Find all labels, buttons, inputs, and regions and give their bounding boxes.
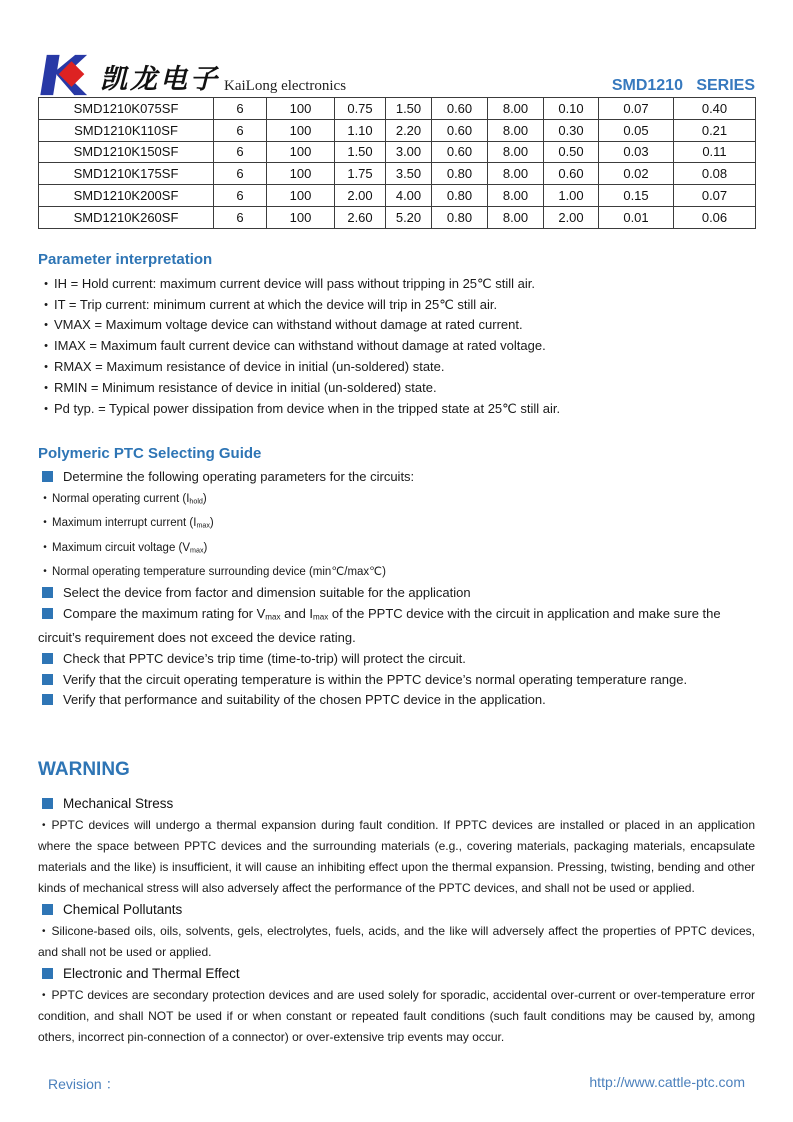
square-bullet-icon xyxy=(42,904,53,915)
company-name-english: KaiLong electronics xyxy=(224,78,347,94)
param-item-text: RMAX = Maximum resistance of device in initial (un-soldered) state. xyxy=(54,358,445,374)
dot-bullet-icon: • xyxy=(43,493,47,505)
param-item xyxy=(38,378,755,399)
guide-item-text: Check that PPTC device’s trip time (time-to-trip) will protect the circuit. xyxy=(63,650,466,666)
section-warning xyxy=(38,759,755,1048)
dot-bullet-icon: • xyxy=(42,820,46,832)
dot-bullet-icon: • xyxy=(44,402,48,415)
dot-bullet-icon: • xyxy=(44,277,48,290)
table-row: SMD1210K150SF 6 100 1.50 3.00 0.60 8.00 0.50 0.03 0.11 xyxy=(39,141,756,163)
square-bullet-icon xyxy=(42,674,53,685)
guide-item xyxy=(38,604,755,649)
warning-subheading xyxy=(38,963,755,985)
table-row: SMD1210K075SF 6 100 0.75 1.50 0.60 8.00 0.10 0.07 0.40 xyxy=(39,98,756,120)
guide-item-text: Maximum interrupt current $(I_{max})$ xyxy=(52,517,214,530)
square-bullet-icon xyxy=(42,694,53,705)
guide-sub-item xyxy=(38,537,755,561)
warning-paragraph-text: PPTC devices will undergo a thermal expansion during fault condition. If PPTC devices are installed or placed in an application where the space between PPTC devices and the surrounding materials (e.g., covering materials, packaging materials, encapsulate materials and the like) is insufficient, it will cause an inhibiting effect upon the thermal expansion. Pressing, twisting, bending and other kinds of mechanical stress will also adversely affect the performance of the PPTC devices, and shall not be used or applied. xyxy=(38,818,755,896)
warning-subheading xyxy=(38,899,755,921)
param-item xyxy=(38,336,755,357)
table-row: SMD1210K200SF 6 100 2.00 4.00 0.80 8.00 1.00 0.15 0.07 xyxy=(39,185,756,207)
param-item-text: IH = Hold current: maximum current device will pass without tripping in 25℃ still air. xyxy=(54,275,535,291)
dot-bullet-icon: • xyxy=(44,319,48,332)
website-link[interactable]: http://www.cattle-ptc.com xyxy=(589,1074,745,1091)
square-bullet-icon xyxy=(42,653,53,664)
square-bullet-icon xyxy=(42,471,53,482)
param-item xyxy=(38,295,755,316)
section-title: Parameter interpretation xyxy=(38,250,213,268)
guide-item xyxy=(38,583,755,604)
guide-item-text: Verify that the circuit operating temperature is within the PPTC device’s normal operating temperature range. xyxy=(63,671,688,687)
guide-item-text: Compare the maximum rating for $V_{max}$ and $I_{max}$ of the PPTC device with the circuit in application and make sure the circuit’s requirement does not exceed the device rating. xyxy=(38,605,721,646)
guide-sub-item xyxy=(38,512,755,536)
guide-item-text: Determine the following operating parameters for the circuits: xyxy=(63,469,415,485)
guide-sub-item xyxy=(38,488,755,512)
square-bullet-icon xyxy=(42,798,53,809)
warning-paragraph xyxy=(38,985,755,1048)
square-bullet-icon xyxy=(42,608,53,619)
table-row: SMD1210K260SF 6 100 2.60 5.20 0.80 8.00 2.00 0.01 0.06 xyxy=(39,206,756,228)
param-item xyxy=(38,357,755,378)
dot-bullet-icon: • xyxy=(43,541,47,553)
warning-paragraph xyxy=(38,815,755,899)
param-item-text: RMIN = Minimum resistance of device in initial (un-soldered) state. xyxy=(54,379,437,395)
part-number-cell: SMD1210K110SF xyxy=(39,119,214,141)
part-number-cell: SMD1210K200SF xyxy=(39,185,214,207)
kailong-logo-icon xyxy=(38,53,94,97)
dot-bullet-icon: • xyxy=(42,990,46,1002)
param-item-text: IT = Trip current: minimum current at which the device will trip in 25℃ still air. xyxy=(54,296,498,312)
series-title: SMD1210 SERIES xyxy=(611,77,755,94)
dot-bullet-icon: • xyxy=(43,517,47,529)
guide-sub-item xyxy=(38,561,755,583)
param-item xyxy=(38,274,755,295)
guide-item xyxy=(38,467,755,488)
warning-title: WARNING xyxy=(38,759,130,781)
dot-bullet-icon: • xyxy=(42,926,46,938)
guide-item-text: Maximum circuit voltage $(V_{max})$ xyxy=(52,541,208,554)
table-row: SMD1210K110SF 6 100 1.10 2.20 0.60 8.00 0.30 0.05 0.21 xyxy=(39,119,756,141)
guide-item-text: Select the device from factor and dimension suitable for the application xyxy=(63,585,471,600)
warning-paragraph xyxy=(38,921,755,963)
company-logo xyxy=(38,53,346,97)
company-name-chinese: 凯龙电子 xyxy=(100,64,220,94)
param-item xyxy=(38,399,755,420)
part-number-cell: SMD1210K175SF xyxy=(39,163,214,185)
section-title: Polymeric PTC Selecting Guide xyxy=(38,445,262,463)
param-item xyxy=(38,315,755,336)
dot-bullet-icon: • xyxy=(44,381,48,394)
dot-bullet-icon: • xyxy=(43,566,47,577)
warning-subheading-text: Chemical Pollutants xyxy=(63,902,183,918)
guide-item-text: Normal operating temperature surrounding device (min℃/max℃) xyxy=(52,566,386,578)
part-number-cell: SMD1210K150SF xyxy=(39,141,214,163)
dot-bullet-icon: • xyxy=(44,298,48,311)
square-bullet-icon xyxy=(42,587,53,598)
part-number-cell: SMD1210K075SF xyxy=(39,98,214,120)
square-bullet-icon xyxy=(42,968,53,979)
guide-item xyxy=(38,690,755,711)
warning-subheading-text: Mechanical Stress xyxy=(63,796,174,812)
spec-table xyxy=(38,97,756,229)
guide-item xyxy=(38,670,755,691)
param-item-text: VMAX = Maximum voltage device can withstand without damage at rated current. xyxy=(54,317,523,333)
section-parameter-interpretation xyxy=(38,251,755,420)
warning-paragraph-text: PPTC devices are secondary protection devices and are used solely for sporadic, accidental over-current or over-temperature error condition, and shall NOT be used if or when constant or repeated fault conditions (such fault conditions may be caused by, among others, incorrect pin-connection of a connector) or over-extensive trip events may occur. xyxy=(38,988,755,1045)
dot-bullet-icon: • xyxy=(44,340,48,353)
warning-subheading xyxy=(38,793,755,815)
section-selecting-guide xyxy=(38,445,755,711)
page-footer xyxy=(38,1074,755,1094)
guide-item-text: Verify that performance and suitability of the chosen PPTC device in the application. xyxy=(63,692,546,708)
param-item-text: IMAX = Maximum fault current device can withstand without damage at rated voltage. xyxy=(54,338,546,354)
page-header xyxy=(38,0,755,97)
part-number-cell: SMD1210K260SF xyxy=(39,206,214,228)
guide-item xyxy=(38,649,755,670)
dot-bullet-icon: • xyxy=(44,360,48,373)
warning-paragraph-text: Silicone-based oils, oils, solvents, gels, electrolytes, fuels, acids, and the like will adversely affect the properties of PPTC devices, and shall not be used or applied. xyxy=(38,924,755,960)
param-item-text: Pd typ. = Typical power dissipation from device when in the tripped state at 25℃ still air. xyxy=(54,400,561,416)
warning-subheading-text: Electronic and Thermal Effect xyxy=(63,966,240,982)
revision-label: Revision ： xyxy=(48,1076,120,1093)
guide-item-text: Normal operating current $(I_{hold})$ xyxy=(52,493,207,506)
table-row: SMD1210K175SF 6 100 1.75 3.50 0.80 8.00 0.60 0.02 0.08 xyxy=(39,163,756,185)
